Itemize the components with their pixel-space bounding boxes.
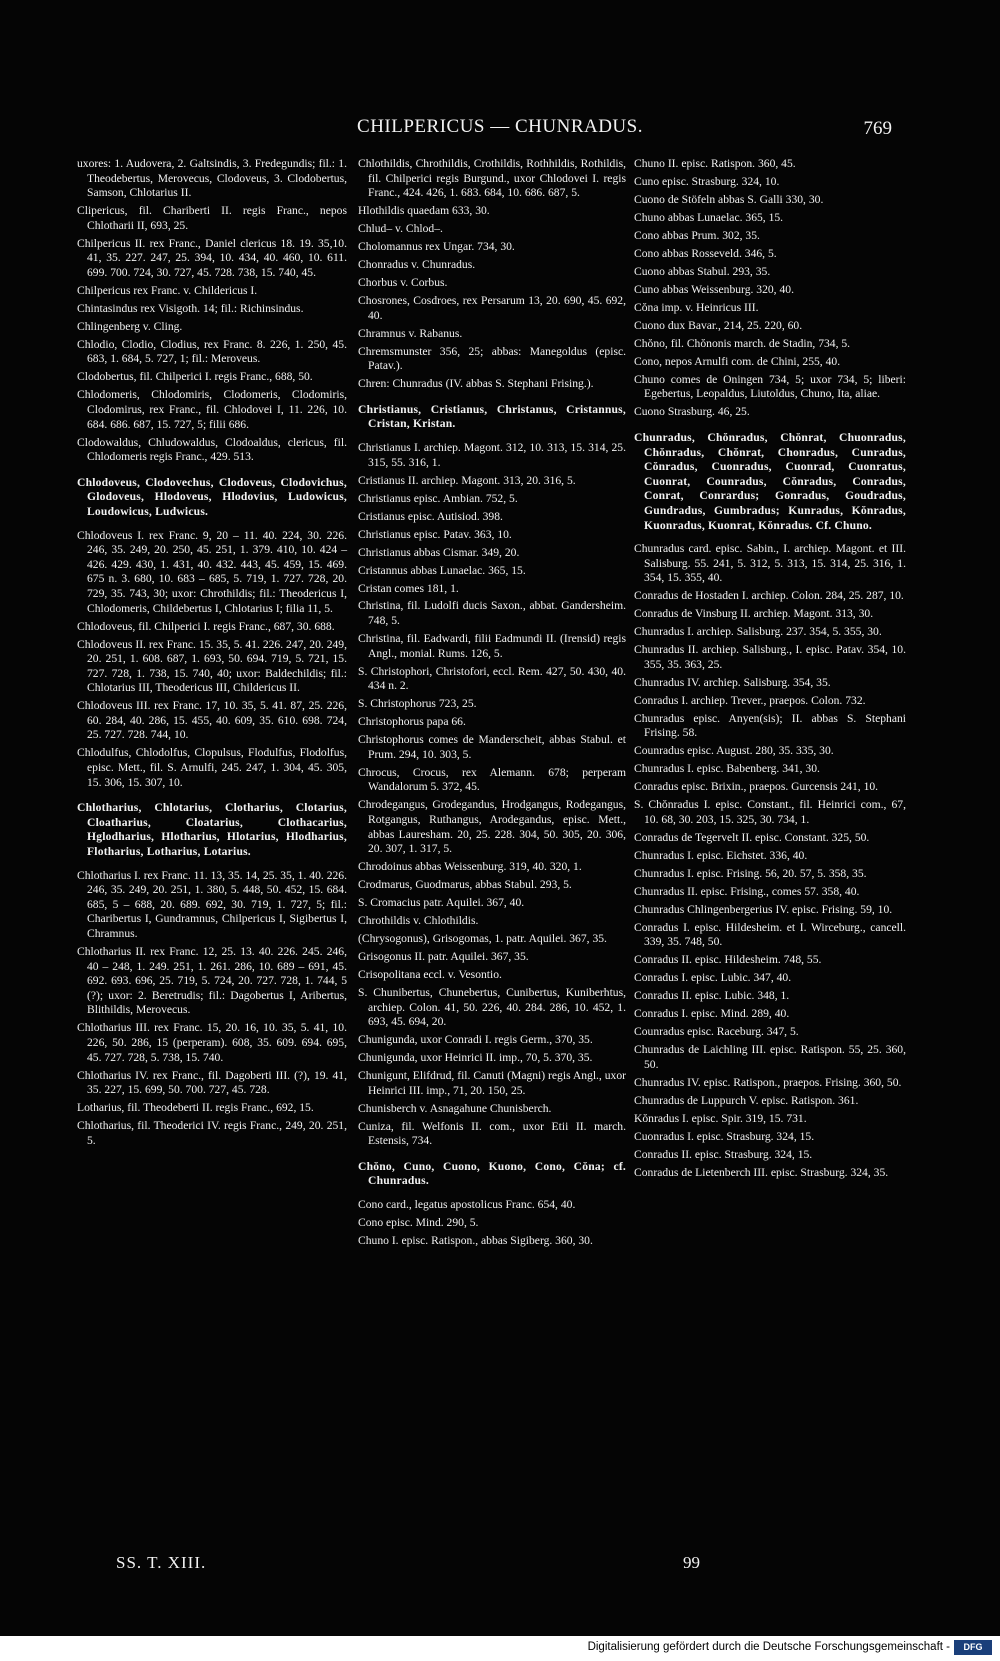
index-entry: Chren: Chunradus (IV. abbas S. Stephani Frising.). [358,377,594,391]
index-entry: Chunradus I. episc. Eichstet. 336, 40. [634,848,808,862]
index-entry: Chremsmunster 356, 25; abbas: Manegoldus (episc. Patav.). [358,344,626,373]
index-entry: Chunradus IV. archiep. Salisburg. 354, 35. [634,675,831,689]
index-entry: Chunradus de Laichling III. episc. Ratispon. 55, 25. 360, 50. [634,1043,906,1071]
index-entry: Chlingenberg v. Cling. [77,319,183,333]
index-entry: S. Chunibertus, Chunebertus, Cunibertus, Kuniberhtus, archiep. Colon. 41, 50. 226, 40. 284. 286, 10. 452, 1. 693, 45. 694, 20. [358,986,626,1029]
index-entry: Counradus episc. Raceburg. 347, 5. [634,1025,799,1039]
index-entry: Cholomannus rex Ungar. 734, 30. [358,240,515,254]
index-entry: Christianus episc. Patav. 363, 10. [358,527,512,541]
index-entry: Cuno abbas Weissenburg. 320, 40. [634,282,794,296]
index-entry: Conradus de Tegervelt II. episc. Constant. 325, 50. [634,830,870,844]
index-entry: Chilpericus rex Franc. v. Childericus I. [77,283,258,297]
index-entry: Conradus II. episc. Lubic. 348, 1. [634,989,790,1003]
index-entry: Chrothildis v. Chlothildis. [358,914,479,928]
index-entry: Chilpericus II. rex Franc., Daniel clericus 18. 19. 35,10. 41, 35. 227. 247, 25. 394, 10. 434, 40. 460, 10. 611. 699. 700. 724, 30. 727, 45. 728. 738, 15. 740, 45. [77,236,347,279]
index-entry: Chlotharius II. rex Franc. 12, 25. 13. 40. 226. 245. 246, 40 – 248, 1. 249. 251, 1. 261. 286, 10. 689 – 691, 45. 692. 693. 696, 25. 719, 5. 724, 20. 727. 728, 1. 744, 5 (?); uxor: 2. Beretrudis; fil.: Dagobertus I, Aribertus, Blithildis, Merovecus. [77,944,347,1017]
index-entry: Chlodoveus I. rex Franc. 9, 20 – 11. 40. 224, 30. 226. 246, 35. 249, 20. 250, 45. 251, 1. 379. 410, 10. 424 – 426. 429. 430, 1. 431, 40. 432. 443, 45. 459, 15. 469. 675 n. 3. 680, 10. 683 – 685, 5. 719, 1. 727. 728, 20. 729, 35. 743, 30; uxor: Chrothildis; fil.: Theodericus I, Chlodomeris, Childebertus I, Chlotarius I; filia 11, 5. [77,528,347,615]
index-entry: Chuno abbas Lunaelac. 365, 15. [634,210,784,224]
index-entry: Chunisberch v. Asnagahune Chunisberch. [358,1101,552,1115]
index-entry: Chunigunt, Elifdrud, fil. Canuti (Magni) regis Angl., uxor Heinrici III. imp., 71, 20. 150, 25. [358,1069,626,1097]
index-entry: Cono episc. Mind. 290, 5. [358,1216,479,1230]
volume-signature: SS. T. XIII. [116,1553,207,1572]
index-entry: Chunradus Chlingenbergerius IV. episc. Frising. 59, 10. [634,902,893,916]
index-entry: Chlodoveus II. rex Franc. 15. 35, 5. 41. 226. 247, 20. 249, 20. 251, 1. 608. 687, 1. 693, 50. 694. 719, 5. 721, 15. 727. 728, 1. 738, 15. 740, 40; uxor: Baldechildis; fil.: Chlotarius III, Theodericus III, Childericus II. [77,637,347,695]
index-entry: Cono abbas Prum. 302, 35. [634,228,760,242]
index-entry: Cuono abbas Stabul. 293, 35. [634,264,771,278]
index-entry: Cristianus episc. Autisiod. 398. [358,509,503,523]
index-entry: Chrodoinus abbas Weissenburg. 319, 40. 320, 1. [358,860,582,874]
index-group-heading: Christianus, Cristianus, Christanus, Cristannus, Cristan, Kristan. [358,402,626,431]
index-entry: Chunradus de Luppurch V. episc. Ratispon. 361. [634,1093,859,1107]
index-entry: Chosrones, Cosdroes, rex Persarum 13, 20. 690, 45. 692, 40. [358,294,626,322]
index-entry: Chintasindus rex Visigoth. 14; fil.: Richinsindus. [77,301,304,315]
index-entry: Chonradus v. Chunradus. [358,258,476,272]
digitization-credit-bar [0,1636,1000,1661]
index-entry: Cuono dux Bavar., 214, 25. 220, 60. [634,318,803,332]
index-column-1 [77,157,347,1152]
index-entry: Chunradus episc. Anyen(sis); II. abbas S. Stephani Frising. 58. [634,711,906,740]
index-entry: Christophorus comes de Manderscheit, abbas Stabul. et Prum. 294, 10. 303, 5. [358,733,626,761]
index-entry: Cristan comes 181, 1. [358,581,459,595]
index-entry: uxores: 1. Audovera, 2. Galtsindis, 3. Fredegundis; fil.: 1. Theodebertus, Merovecus, Clodoveus, 3. Clodobertus, Samson, Chlotarius II. [77,157,347,200]
index-entry: Christophorus papa 66. [358,715,466,729]
index-entry: Cono abbas Rosseveld. 346, 5. [634,246,777,260]
index-entry: Conradus I. episc. Lubic. 347, 40. [634,971,792,985]
running-title: CHILPERICUS — CHUNRADUS. [357,116,643,137]
index-entry: Chlotharius IV. rex Franc., fil. Dagoberti III. (?), 19. 41, 35. 227, 15. 699, 50. 700. 727, 45. 728. [77,1068,347,1097]
index-column-2 [358,157,626,1252]
index-entry: Chrodegangus, Grodegandus, Hrodgangus, Rodegangus, Rotgangus, Ruthangus, Arodegandus, episc. Mett., abbas Lauresham. 20, 25. 228. 304, 50. 305, 20. 306, 20. 307, 1. 317, 5. [358,798,626,856]
index-entry: Chuno comes de Oningen 734, 5; uxor 734, 5; liberi: Egebertus, Leopaldus, Liutoldus, Chuno, Ita, aliae. [634,372,906,401]
index-entry: Christianus I. archiep. Magont. 312, 10. 313, 15. 314, 25. 315, 55. 316, 1. [358,441,626,469]
index-entry: S. Cromacius patr. Aquilei. 367, 40. [358,896,525,910]
index-entry: Chlothildis, Chrothildis, Crothildis, Rothhildis, Rothildis, fil. Chilperici regis Burgund., uxor Chlodovei I. regis Franc., 424. 426, 1. 683. 684, 10. 686. 687, 5. [358,157,626,200]
index-entry: Chuno II. episc. Ratispon. 360, 45. [634,157,796,170]
index-entry: Chunigunda, uxor Heinrici II. imp., 70, 5. 370, 35. [358,1051,593,1065]
index-entry: Cuono Strasburg. 46, 25. [634,405,750,419]
index-entry: Cono card., legatus apostolicus Franc. 654, 40. [358,1198,576,1212]
index-entry: Conradus II. episc. Strasburg. 324, 15. [634,1147,813,1161]
page-number: 769 [863,118,892,139]
index-group-heading: Chŏno, Cuno, Cuono, Kuono, Cono, Cŏna; cf. Chunradus. [358,1159,626,1188]
index-entry: Cuno episc. Strasburg. 324, 10. [634,174,780,188]
index-entry: Conradus I. episc. Mind. 289, 40. [634,1007,790,1021]
index-entry: Chunradus card. episc. Sabin., I. archiep. Magont. et III. Salisburg. 55. 241, 5. 312, 5. 313, 15. 314, 25. 316, 1. 354, 15. 355, 40. [634,542,906,585]
index-entry: Cuniza, fil. Welfonis II. com., uxor Etii II. march. Estensis, 734. [358,1119,626,1148]
index-entry: Chunradus II. archiep. Salisburg., I. episc. Patav. 354, 10. 355, 35. 363, 25. [634,643,906,671]
index-entry: Cono, nepos Arnulfi com. de Chini, 255, 40. [634,354,841,368]
index-entry: S. Christophorus 723, 25. [358,697,477,711]
index-entry: Chlodoveus, fil. Chilperici I. regis Franc., 687, 30. 688. [77,619,335,633]
index-entry: Conradus de Hostaden I. archiep. Colon. 284, 25. 287, 10. [634,589,904,603]
index-entry: Chŏno, fil. Chŏnonis march. de Stadin, 734, 5. [634,336,851,350]
index-group-heading: Chlodoveus, Clodovechus, Clodoveus, Clodovichus, Glodoveus, Hlodoveus, Hlodovius, Ludowicus, Loudowicus, Ludwicus. [77,475,347,518]
index-entry: Conradus episc. Brixin., praepos. Gurcensis 241, 10. [634,780,879,794]
index-entry: Chlodulfus, Chlodolfus, Clopulsus, Flodulfus, Flodolfus, episc. Mett., fil. S. Arnulfi, 245. 247, 1. 304, 45. 305, 15. 306, 15. 307, 10. [77,746,347,789]
index-entry: Chlud– v. Chlod–. [358,222,443,236]
index-entry: Conradus de Lietenberch III. episc. Strasburg. 324, 35. [634,1165,889,1179]
index-entry: Christina, fil. Ludolfi ducis Saxon., abbat. Gandersheim. 748, 5. [358,599,626,628]
index-group-heading: Chlotharius, Chlotarius, Clotharius, Clotarius, Cloatharius, Cloatarius, Clothacarius, Hglodharius, Hlotharius, Hlotarius, Hlodharius, Flotharius, Lotharius, Lotarius. [77,801,347,859]
index-entry: Cristianus II. archiep. Magont. 313, 20. 316, 5. [358,473,576,487]
index-entry: Chunigunda, uxor Conradi I. regis Germ., 370, 35. [358,1033,593,1047]
index-entry: Conradus I. archiep. Trever., praepos. Colon. 732. [634,693,866,707]
index-entry: Chunradus I. episc. Frising. 56, 20. 57, 5. 358, 35. [634,866,867,880]
index-entry: Clipericus, fil. Chariberti II. regis Franc., nepos Chlotharii II, 693, 25. [77,204,347,232]
index-entry: Chlodoveus III. rex Franc. 17, 10. 35, 5. 41. 87, 25. 226, 60. 284, 40. 286, 15. 455, 40. 609, 35. 610. 698. 724, 25. 727. 728. 744, 10. [77,699,347,742]
index-entry: Conradus II. episc. Hildesheim. 748, 55. [634,953,822,967]
index-entry: Chunradus I. archiep. Salisburg. 237. 354, 5. 355, 30. [634,625,882,639]
index-entry: Christianus abbas Cismar. 349, 20. [358,545,520,559]
index-entry: Grisogonus II. patr. Aquilei. 367, 35. [358,950,529,964]
index-entry: Chunradus IV. episc. Ratispon., praepos. Frising. 360, 50. [634,1075,902,1089]
index-entry: Conradus de Vinsburg II. archiep. Magont. 313, 30. [634,607,874,621]
index-entry: Cristannus abbas Lunaelac. 365, 15. [358,563,526,577]
index-group-heading: Chunradus, Chŏnradus, Chŏnrat, Chuonradus, Chŏnradus, Chŏnrat, Chonradus, Cunradus, Cŏnradus, Cuonradus, Cuonrad, Cuonratus, Cuonrat, Counradus, Cŏnradus, Conradus, Conrat, Conrardus; Gonradus, Goudradus, Gundradus, Gumbradus; Kunradus, Kŏnradus, Kuonradus, Kuonrat, Kŏnradus. Cf. Chuno. [634,430,906,532]
index-entry: Counradus episc. August. 280, 35. 335, 30. [634,744,834,758]
index-entry: Clodobertus, fil. Chilperici I. regis Franc., 688, 50. [77,370,313,384]
index-entry: Lotharius, fil. Theodeberti II. regis Franc., 692, 15. [77,1101,314,1115]
index-entry: Hlothildis quaedam 633, 30. [358,204,490,218]
index-entry: Chuno I. episc. Ratispon., abbas Sigiberg. 360, 30. [358,1234,593,1248]
index-entry: Christianus episc. Ambian. 752, 5. [358,491,518,505]
index-entry: Chlotharius, fil. Theoderici IV. regis Franc., 249, 20. 251, 5. [77,1119,347,1147]
index-entry: Chunradus II. episc. Frising., comes 57. 358, 40. [634,884,860,898]
index-entry: Cuonradus I. episc. Strasburg. 324, 15. [634,1129,815,1143]
index-entry: Chorbus v. Corbus. [358,276,448,290]
index-entry: (Chrysogonus), Grisogomas, 1. patr. Aquilei. 367, 35. [358,932,607,946]
index-entry: S. Christophori, Christofori, eccl. Rem. 427, 50. 430, 40. 434 n. 2. [358,664,626,693]
index-entry: Clodowaldus, Chludowaldus, Clodoaldus, clericus, fil. Chlodomeris regis Franc., 429. 513. [77,435,347,464]
index-entry: Chlodio, Clodio, Clodius, rex Franc. 8. 226, 1. 250, 45. 683, 1. 684, 5. 727, 1; fil.: Meroveus. [77,337,347,366]
index-entry: Chunradus I. episc. Babenberg. 341, 30. [634,762,820,776]
sheet-signature: 99 [683,1553,700,1572]
index-entry: Chrocus, Crocus, rex Alemann. 678; perperam Wandalorum 5. 372, 45. [358,765,626,794]
dfg-logo[interactable]: DFG [954,1640,992,1655]
index-entry: Chlotharius I. rex Franc. 11. 13, 35. 14, 25. 35, 1. 40. 226. 246, 35. 249, 20. 251, 1. 380, 5. 448, 50. 452, 15. 684. 685, 5 – 688, 20. 689. 692, 30. 719, 1. 727, 5; fil.: Charibertus I, Gundramnus, Chilpericus I, Sigibertus I, Chramnus. [77,868,347,940]
index-entry: Crisopolitana eccl. v. Vesontio. [358,968,502,982]
index-entry: Christina, fil. Eadwardi, filii Eadmundi II. (Irensid) regis Angl., monial. Rums. 126, 5. [358,632,626,660]
index-entry: Chlotharius III. rex Franc. 15, 20. 16, 10. 35, 5. 41, 10. 226, 50. 286, 15 (perperam). 608, 35. 609. 694. 695, 45. 727. 728, 5. 738, 15. 740. [77,1021,347,1064]
index-entry: Chramnus v. Rabanus. [358,326,463,340]
credit-text: Digitalisierung gefördert durch die Deutsche Forschungsgemeinschaft - [587,1641,950,1653]
index-column-3 [634,157,906,1184]
index-entry: Cuono de Stöfeln abbas S. Galli 330, 30. [634,192,824,206]
index-entry: S. Chŏnradus I. episc. Constant., fil. Heinrici com., 67, 10. 68, 30. 203, 15. 325, 30. 734, 1. [634,798,906,826]
index-entry: Kŏnradus I. episc. Spir. 319, 15. 731. [634,1111,807,1125]
index-entry: Cŏna imp. v. Heinricus III. [634,300,759,314]
page-header [0,116,1000,146]
index-entry: Crodmarus, Guodmarus, abbas Stabul. 293, 5. [358,878,572,892]
index-entry: Chlodomeris, Chlodomiris, Clodomeris, Clodomiris, Clodomirus, rex Franc., fil. Chlodovei I, 11. 226, 10. 684. 686. 687, 15. 727, 5; filii 686. [77,388,347,431]
index-entry: Conradus I. episc. Hildesheim. et I. Wirceburg., cancell. 339, 35. 748, 50. [634,920,906,949]
